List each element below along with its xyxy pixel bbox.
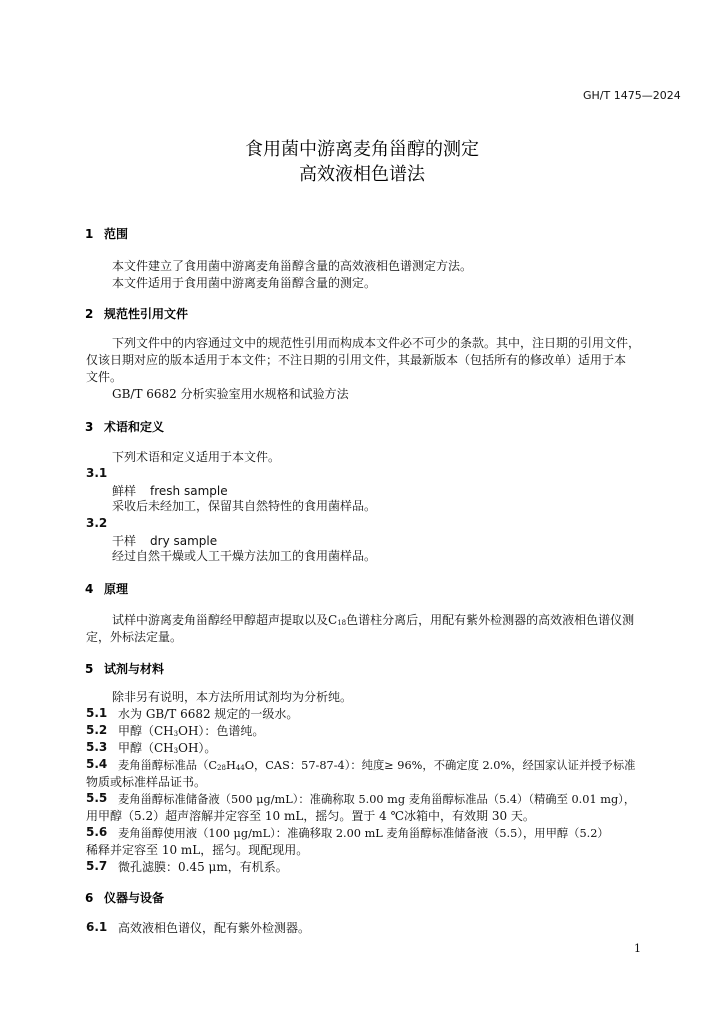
section-number: 6 xyxy=(85,891,94,905)
subscript: 44 xyxy=(235,764,245,772)
terms-intro: 下列术语和定义适用于本文件。 xyxy=(112,450,281,464)
section-number: 4 xyxy=(85,582,94,596)
term-zh: 鲜样 xyxy=(112,484,137,498)
reagent-5-5-line-2: 用甲醇（5.2）超声溶解并定容至 10 mL，摇匀。置于 4 ℃冰箱中，有效期 30 天。 xyxy=(86,809,535,823)
normative-paragraph-line-2: 仅该日期对应的版本适用于本文件；不注日期的引用文件，其最新版本（包括所有的修改单）适用于本 xyxy=(86,353,627,367)
term-en: fresh sample xyxy=(150,484,228,498)
text-run: 色谱柱分离后，用配有紫外检测器的高效液相色谱仪测 xyxy=(346,613,635,627)
text-run: 麦角甾醇标准品（C xyxy=(118,759,218,772)
section-2-heading xyxy=(85,305,188,322)
term-dry-sample xyxy=(112,532,217,549)
section-title: 仪器与设备 xyxy=(104,891,165,905)
equipment-6-1: 高效液相色谱仪，配有紫外检测器。 xyxy=(118,921,311,935)
clause-number-5-1: 5.1 xyxy=(86,706,108,720)
subscript: 18 xyxy=(337,619,347,627)
reagent-5-5-line-1: 麦角甾醇标准储备液（500 μg/mL）：准确称取 5.00 mg 麦角甾醇标准品（5.4）（精确至 0.01 mg）， xyxy=(118,793,636,806)
clause-number-5-6: 5.6 xyxy=(86,825,108,839)
section-5-heading xyxy=(85,660,164,677)
page-number: 1 xyxy=(634,942,641,955)
standard-code: GH/T 1475—2024 xyxy=(583,89,681,102)
text-run: 甲醇（CH xyxy=(118,724,174,738)
reagent-5-6-line-1: 麦角甾醇使用液（100 μg/mL）：准确移取 2.00 mL 麦角甾醇标准储备液（5.5），用甲醇（5.2） xyxy=(118,827,609,840)
subscript: 3 xyxy=(173,747,179,755)
normative-reference: GB/T 6682 分析实验室用水规格和试验方法 xyxy=(112,387,349,401)
clause-number-5-4: 5.4 xyxy=(86,757,108,771)
normative-paragraph-line-3: 文件。 xyxy=(86,370,123,384)
clause-number-3-2: 3.2 xyxy=(86,516,108,530)
reagent-5-7: 微孔滤膜：0.45 μm，有机系。 xyxy=(118,860,288,874)
scope-paragraph-1: 本文件建立了食用菌中游离麦角甾醇含量的高效液相色谱测定方法。 xyxy=(112,259,473,273)
text-run: 甲醇（CH xyxy=(118,741,174,755)
subscript: 3 xyxy=(173,730,179,738)
normative-paragraph-line-1: 下列文件中的内容通过文中的规范性引用而构成本文件必不可少的条款。其中，注日期的引用文件， xyxy=(112,336,641,350)
section-1-heading xyxy=(85,225,128,242)
text-run: 试样中游离麦角甾醇经甲醇超声提取以及C xyxy=(112,613,338,627)
clause-number-5-3: 5.3 xyxy=(86,740,108,754)
title-line-1: 食用菌中游离麦角甾醇的测定 xyxy=(245,139,479,160)
text-run: O，CAS：57-87-4）：纯度≥ 96%，不确定度 2.0%，经国家认证并授予标准 xyxy=(244,759,636,772)
section-number: 2 xyxy=(85,307,94,321)
reagent-5-4-line-2: 物质或标准样品证书。 xyxy=(86,775,207,789)
section-title: 试剂与材料 xyxy=(104,662,165,676)
section-6-heading xyxy=(85,889,164,906)
term-en: dry sample xyxy=(150,534,218,548)
clause-number-5-7: 5.7 xyxy=(86,859,108,873)
reagent-5-6-line-2: 稀释并定容至 10 mL，摇匀。现配现用。 xyxy=(86,843,309,857)
clause-number-6-1: 6.1 xyxy=(86,920,108,934)
term-zh: 干样 xyxy=(112,534,137,548)
text-run: H xyxy=(225,759,236,772)
reagents-intro: 除非另有说明，本方法所用试剂均为分析纯。 xyxy=(112,690,353,704)
section-title: 术语和定义 xyxy=(104,420,165,434)
section-title: 原理 xyxy=(104,582,129,596)
text-run: OH）。 xyxy=(178,741,217,755)
term-definition-dry: 经过自然干燥或人工干燥方法加工的食用菌样品。 xyxy=(112,549,377,563)
term-definition-fresh: 采收后未经加工，保留其自然特性的食用菌样品。 xyxy=(112,499,377,513)
subscript: 28 xyxy=(217,764,226,772)
section-number: 5 xyxy=(85,662,94,676)
clause-number-5-2: 5.2 xyxy=(86,723,108,737)
principle-line-2: 定，外标法定量。 xyxy=(86,630,183,644)
text-run: OH）：色谱纯。 xyxy=(178,724,265,738)
section-number: 3 xyxy=(85,420,94,434)
clause-number-5-5: 5.5 xyxy=(86,791,108,805)
principle-line-1 xyxy=(112,612,634,632)
term-fresh-sample xyxy=(112,482,228,499)
reagent-5-1: 水为 GB/T 6682 规定的一级水。 xyxy=(118,707,299,721)
section-4-heading xyxy=(85,580,128,597)
title-line-2: 高效液相色谱法 xyxy=(299,164,425,185)
section-3-heading xyxy=(85,418,164,435)
section-number: 1 xyxy=(85,227,94,241)
section-title: 范围 xyxy=(104,227,129,241)
clause-number-3-1: 3.1 xyxy=(86,466,108,480)
scope-paragraph-2: 本文件适用于食用菌中游离麦角甾醇含量的测定。 xyxy=(112,276,377,290)
section-title: 规范性引用文件 xyxy=(104,307,189,321)
